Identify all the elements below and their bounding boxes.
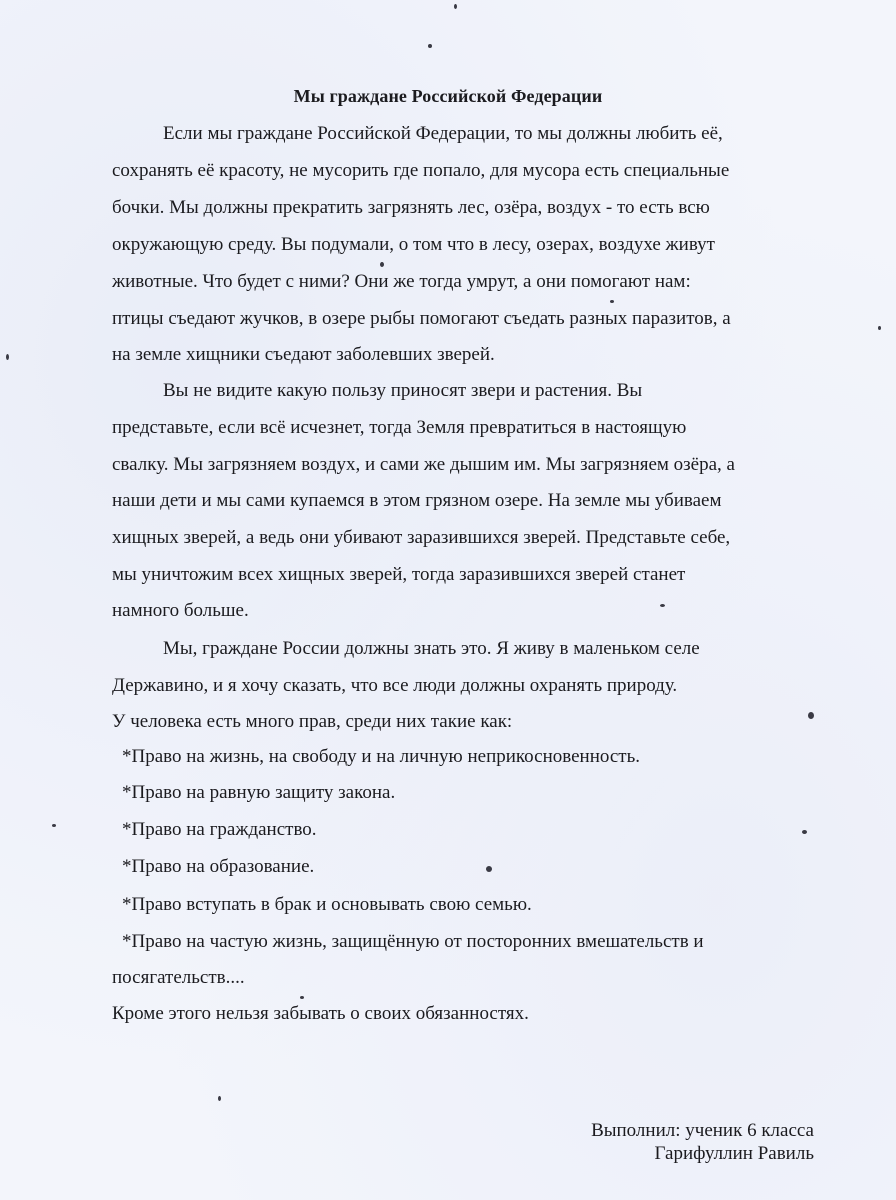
text-line: У человека есть много прав, среди них такие как: [112,711,513,732]
document-title: Мы граждане Российской Федерации [293,86,603,106]
text-line: хищных зверей, а ведь они убивают заразившихся зверей. Представьте себе, [112,527,731,548]
scan-speck [300,996,304,999]
scan-speck [6,354,9,360]
text-line: свалку. Мы загрязняем воздух, и сами же дышим им. Мы загрязняем озёра, а [112,454,735,475]
text-line: намного больше. [112,600,249,621]
scan-speck [486,866,492,872]
text-line: сохранять её красоту, не мусорить где попало, для мусора есть специальные [112,160,730,181]
rights-list-item: *Право на гражданство. [122,819,317,840]
rights-list-item: *Право на частую жизнь, защищённую от посторонних вмешательств и [122,931,704,952]
rights-list-item: *Право вступать в брак и основывать свою семью. [122,894,532,915]
scan-speck [428,44,432,48]
scan-speck [610,300,614,303]
scan-speck [802,830,807,834]
scan-speck [808,712,814,719]
scan-speck [52,824,56,827]
signature-author: Гарифуллин Равиль [654,1143,814,1164]
signature-line-1: Выполнил: ученик 6 класса [591,1120,814,1141]
scan-speck [878,326,881,330]
text-line: бочки. Мы должны прекратить загрязнять лес, озёра, воздух - то есть всю [112,197,710,218]
scan-speck [380,262,384,267]
scan-speck [660,604,665,607]
text-line: мы уничтожим всех хищных зверей, тогда заразившихся зверей станет [112,564,686,585]
closing-line: Кроме этого нельзя забывать о своих обязанностях. [112,1003,529,1024]
text-line: Державино, и я хочу сказать, что все люди должны охранять природу. [112,675,678,696]
text-line: посягательств.... [112,967,245,988]
text-line: окружающую среду. Вы подумали, о том что в лесу, озерах, воздухе живут [112,234,715,255]
text-line: птицы съедают жучков, в озере рыбы помогают съедать разных паразитов, а [112,308,731,329]
rights-list-item: *Право на жизнь, на свободу и на личную неприкосновенность. [122,746,641,767]
text-line: на земле хищники съедают заболевших зверей. [112,344,495,365]
text-line: Вы не видите какую пользу приносят звери и растения. Вы [163,380,643,401]
text-line: Если мы граждане Российской Федерации, то мы должны любить её, [163,123,723,144]
text-line: наши дети и мы сами купаемся в этом грязном озере. На земле мы убиваем [112,490,722,511]
text-line: животные. Что будет с ними? Они же тогда умрут, а они помогают нам: [112,271,691,292]
rights-list-item: *Право на образование. [122,856,315,877]
scan-speck [218,1096,221,1101]
scan-speck [454,4,457,9]
text-line: представьте, если всё исчезнет, тогда Земля превратиться в настоящую [112,417,687,438]
text-line: Мы, граждане России должны знать это. Я живу в маленьком селе [163,638,700,659]
rights-list-item: *Право на равную защиту закона. [122,782,396,803]
